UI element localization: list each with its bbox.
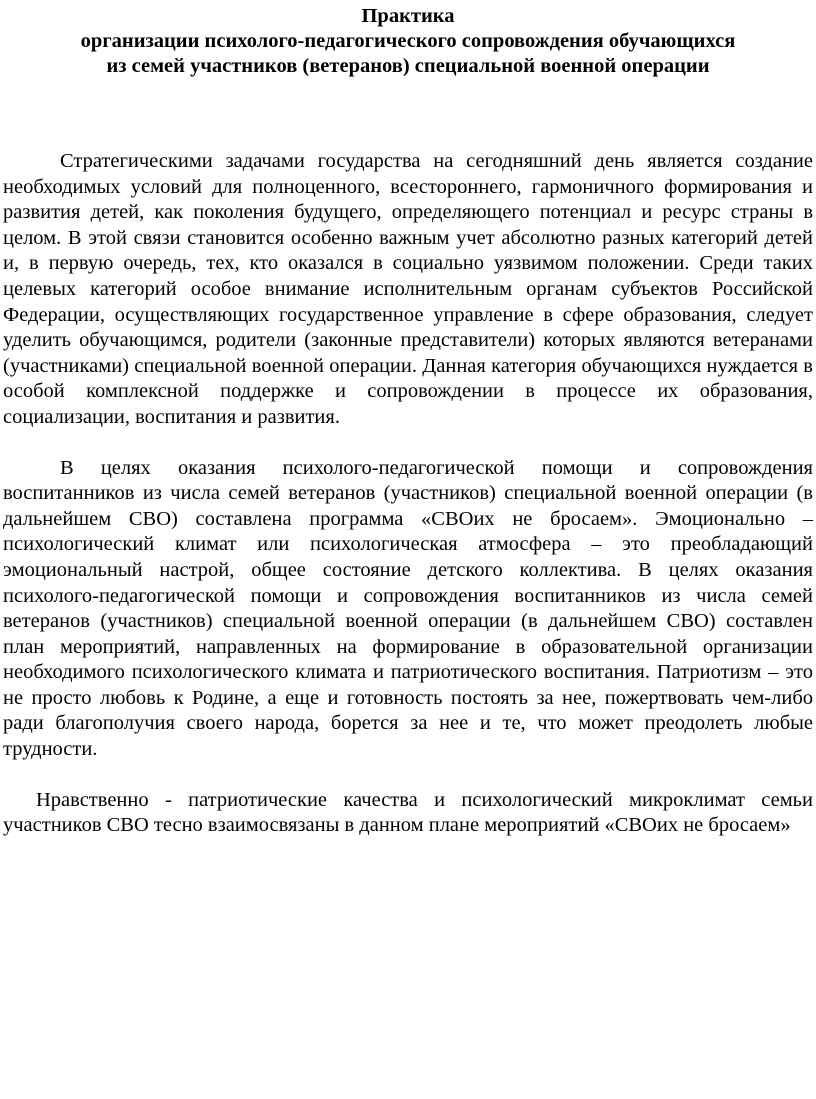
paragraph-2: В целях оказания психолого-педагогической помощи и сопровождения воспитанников из числа семей ветеранов (участников) специальной военной операции (в дальнейшем СВО) составлена программа «СВОих не бросаем». Эмоционально – психологический климат или психологическая атмосфера – это преобладающий эмоциональный настрой, общее состояние детского коллектива. В целях оказания психолого-педагогической помощи и сопровождения воспитанников из числа семей ветеранов (участников) специальной военной операции (в дальнейшем СВО) составлен план мероприятий, направленных на формирование в образовательной организации необходимого психологического климата и патриотического воспитания. Патриотизм – это не просто любовь к Родине, а еще и готовность постоять за нее, пожертвовать чем-либо ради благополучия своего народа, борется за нее и те, что может преодолеть любые трудности.: [3, 456, 813, 761]
paragraph-1: Стратегическими задачами государства на сегодняшний день является создание необходимых условий для полноценного, всестороннего, гармоничного формирования и развития детей, как поколения будущего, определяющего потенциал и ресурс страны в целом. В этой связи становится особенно важным учет абсолютно разных категорий детей и, в первую очередь, тех, кто оказался в социально уязвимом положении. Среди таких целевых категорий особое внимание исполнительным органам субъектов Российской Федерации, осуществляющих государственное управление в сфере образования, следует уделить обучающимся, родители (законные представители) которых являются ветеранами (участниками) специальной военной операции. Данная категория обучающихся нуждается в особой комплексной поддержке и сопровождении в процессе их образования, социализации, воспитания и развития.: [3, 150, 813, 428]
paragraph-3: Нравственно - патриотические качества и психологический микроклимат семьи участников СВО тесно взаимосвязаны в данном плане мероприятий «СВОих не бросаем»: [3, 788, 813, 837]
title-line-3: из семей участников (ветеранов) специальной военной операции: [106, 55, 710, 77]
title-line-1: Практика: [361, 5, 455, 27]
document-title: [3, 4, 813, 79]
title-line-2: организации психолого-педагогического сопровождения обучающихся: [80, 30, 736, 52]
